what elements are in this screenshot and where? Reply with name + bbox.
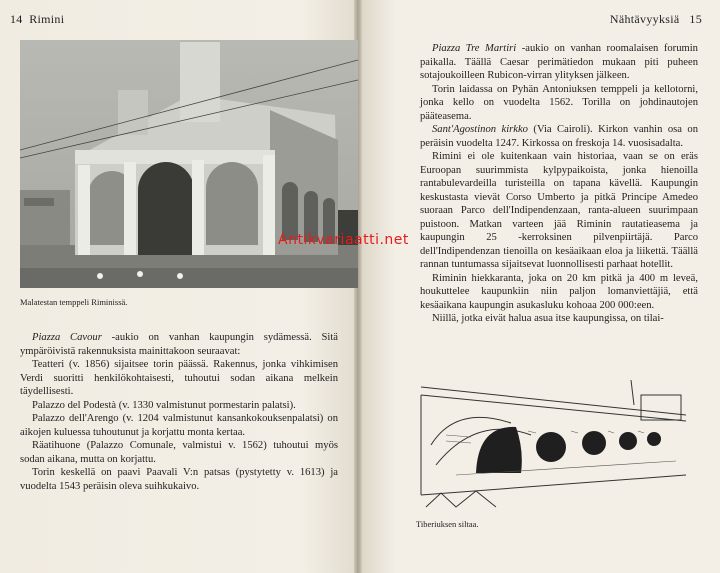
left-paragraph: Palazzo dell'Arengo (v. 1204 valmistunut kansankokouksenpalatsi) on aikojen kuluessa tuhoutunut ja korjattu monta kertaa. (20, 413, 338, 438)
left-body-text (20, 331, 338, 493)
right-paragraph: Torin laidassa on Pyhän Antoniuksen temppeli ja kellotorni, jonka kello on vuodelta 1562. Torilla on johdinautojen pääteasema. (420, 83, 698, 122)
right-paragraph (420, 123, 698, 150)
temple-photo-illustration (20, 40, 358, 288)
left-paragraph: Torin keskellä on paavi Paavali V:n patsas (pystytetty v. 1613) ja vuodelta 1543 peräisin oleva suihkukaivo. (20, 467, 338, 492)
left-paragraph: Palazzo del Podestà (v. 1330 valmistunut pormestarin palatsi). (32, 399, 296, 411)
sketch-caption: Tiberiuksen siltaa. (416, 519, 479, 529)
paragraph-lead: Piazza Cavour (32, 332, 102, 343)
left-page-number: 14 (10, 12, 23, 26)
watermark-text: Antikvariaatti.net (278, 232, 409, 248)
right-paragraph (420, 42, 698, 83)
paragraph-text: -aukio on vanhan kaupungin sydämessä. Sitä ympäröivistä rakennuksista mainittakoon seuraavat: (20, 332, 338, 357)
bridge-sketch-illustration (416, 375, 691, 515)
left-running-title: Rimini (29, 12, 65, 26)
left-paragraph: Räatihuone (Palazzo Comunale, valmistui v. 1562) tuhoutui myös sodan aikana, mutta on korjattu. (20, 440, 338, 465)
right-paragraph: Rimini ei ole kuitenkaan vain historiaa, vaan se on eräs Euroopan suurimmista kylpypaikoista, jonka hienoilla rantabulevardeilla turisteilla on tapana kävellä. Kaupungin keskustasta vievät Corso Umberto ja pitkä Principe Amedeo suoraan Parco dell'Indipendenzaan, ranta-alueen suurimpaan puistoon. Matkan varteen jää Riminin rautatieasema ja kaupungin 25 -kerroksinen pilvenpiirtäjä. Parco dell'Indipendenzan tienoilla on kesäaikaan eloa ja liikettä. Täällä rannan tuntumassa sijaitsevat luonnollisesti parhaat hotellit. (420, 151, 698, 270)
temple-photo (20, 40, 358, 288)
paragraph-lead: Piazza Tre Martiri (432, 43, 517, 54)
left-paragraph (20, 331, 338, 358)
left-paragraph: Teatteri (v. 1856) sijaitsee torin päässä. Rakennus, jonka vihkimisen Verdi suoritti henkilökohtaisesti, tuhoutui sodan aikana melkein täydellisesti. (20, 359, 338, 397)
right-body-text (420, 42, 698, 326)
right-page-number: 15 (689, 12, 702, 26)
right-paragraph: Niillä, jotka eivät halua asua itse kaupungissa, on tilai- (432, 313, 664, 324)
right-paragraph: Riminin hiekkaranta, joka on 20 km pitkä ja 400 m leveä, houkuttelee kaupunkiin niin paljon lomanviettäjiä, että kesäaikana kaupungin asukasluku kohoaa 200 000:een. (420, 272, 698, 311)
photo-caption: Malatestan temppeli Riminissä. (20, 297, 128, 307)
right-running-title: Nähtävyyksiä (609, 12, 680, 26)
paragraph-text: -aukio on vanhan roomalaisen forumin paikalla. Täällä Caesar perimätiedon mukaan piti puheen sotajoukoilleen Rubicon-virran ylityksen jälkeen. (420, 43, 698, 81)
bridge-sketch (416, 375, 691, 515)
left-page-header (10, 12, 64, 27)
paragraph-lead: Sant'Agostinon kirkko (432, 124, 528, 135)
paragraph-text: (Via Cairoli). Kirkon vanhin osa on peräisin vuodelta 1247. Kirkossa on freskoja 14. vuosisadalta. (420, 124, 698, 149)
right-page-header (610, 12, 702, 27)
